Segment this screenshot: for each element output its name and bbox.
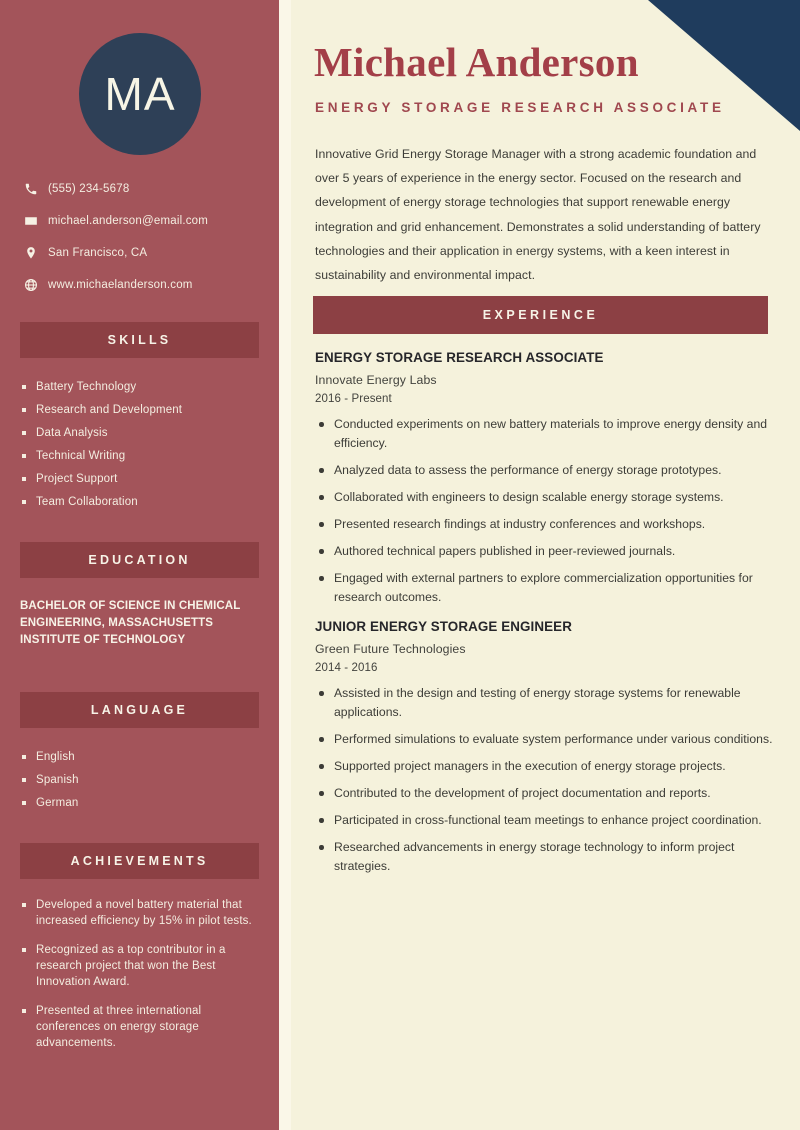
candidate-job-title: ENERGY STORAGE RESEARCH ASSOCIATE — [315, 100, 725, 115]
skill-item: Team Collaboration — [20, 494, 265, 510]
section-header-language — [20, 692, 259, 728]
skill-item: Battery Technology — [20, 379, 265, 395]
section-header-education-label: EDUCATION — [88, 553, 191, 567]
achievement-item: Developed a novel battery material that increased efficiency by 15% in pilot tests. — [20, 897, 265, 929]
experience-bullet: Authored technical papers published in peer-reviewed journals. — [315, 542, 775, 561]
language-item: Spanish — [20, 772, 265, 788]
professional-summary: Innovative Grid Energy Storage Manager with a strong academic foundation and over 5 years of experience in the energy sector. Focused on the research and development of energy storage technologies that support renewable energy integration and grid enhancement. Demonstrates a solid understanding of battery technologies and their application in energy systems, with a keen interest in sustainability and environmental impact. — [315, 147, 761, 283]
experience-company: Innovate Energy Labs — [315, 373, 437, 387]
section-header-language-label: LANGUAGE — [90, 703, 189, 717]
experience-bullet: Contributed to the development of project documentation and reports. — [315, 784, 775, 803]
map-pin-icon — [20, 246, 42, 260]
globe-icon — [20, 278, 42, 292]
experience-company: Green Future Technologies — [315, 642, 466, 656]
experience-bullet: Engaged with external partners to explore commercialization opportunities for research outcomes. — [315, 569, 775, 607]
section-header-experience-label: EXPERIENCE — [482, 308, 599, 322]
experience-entry — [315, 619, 775, 884]
contact-row-phone — [20, 175, 270, 203]
main-column — [291, 0, 800, 1130]
candidate-name: Michael Anderson — [314, 39, 639, 85]
experience-bullet: Participated in cross-functional team meetings to enhance project coordination. — [315, 811, 775, 830]
avatar-initials: MA — [104, 68, 176, 120]
language-item: German — [20, 795, 265, 811]
experience-bullet: Supported project managers in the execution of energy storage projects. — [315, 757, 775, 776]
experience-bullet-list — [315, 684, 775, 876]
section-header-skills — [20, 322, 259, 358]
education-degree: BACHELOR OF SCIENCE IN CHEMICAL ENGINEERING, MASSACHUSETTS INSTITUTE OF TECHNOLOGY — [20, 600, 241, 646]
experience-dates: 2016 - Present — [315, 393, 392, 405]
skill-item: Research and Development — [20, 402, 265, 418]
corner-triangle-decoration — [648, 0, 800, 131]
achievements-list — [20, 897, 265, 1064]
contact-email-value: michael.anderson@email.com — [48, 215, 209, 227]
experience-bullet: Assisted in the design and testing of energy storage systems for renewable applications. — [315, 684, 775, 722]
envelope-icon — [20, 214, 42, 228]
experience-bullet: Performed simulations to evaluate system performance under various conditions. — [315, 730, 775, 749]
phone-icon — [20, 182, 42, 196]
contact-row-email — [20, 207, 270, 235]
language-item: English — [20, 749, 265, 765]
section-header-achievements-label: ACHIEVEMENTS — [70, 854, 209, 868]
skill-item: Project Support — [20, 471, 265, 487]
experience-bullet: Conducted experiments on new battery materials to improve energy density and efficiency. — [315, 415, 775, 453]
experience-bullet: Researched advancements in energy storage technology to inform project strategies. — [315, 838, 775, 876]
contact-phone-value: (555) 234-5678 — [48, 183, 130, 195]
section-header-skills-label: SKILLS — [107, 333, 172, 347]
experience-bullet: Collaborated with engineers to design scalable energy storage systems. — [315, 488, 775, 507]
experience-bullet: Presented research findings at industry conferences and workshops. — [315, 515, 775, 534]
experience-bullet-list — [315, 415, 775, 607]
skill-item: Data Analysis — [20, 425, 265, 441]
experience-dates: 2014 - 2016 — [315, 662, 378, 674]
achievement-item: Recognized as a top contributor in a research project that won the Best Innovation Award. — [20, 942, 265, 990]
contact-website-value: www.michaelanderson.com — [48, 279, 193, 291]
contact-location-value: San Francisco, CA — [48, 247, 148, 259]
section-header-education — [20, 542, 259, 578]
column-gutter — [279, 0, 291, 1130]
achievement-item: Presented at three international conferences on energy storage advancements. — [20, 1003, 265, 1051]
language-list — [20, 749, 265, 818]
avatar — [79, 33, 201, 155]
experience-bullet: Analyzed data to assess the performance of energy storage prototypes. — [315, 461, 775, 480]
skill-item: Technical Writing — [20, 448, 265, 464]
experience-entry — [315, 350, 775, 615]
section-header-achievements — [20, 843, 259, 879]
experience-role: ENERGY STORAGE RESEARCH ASSOCIATE — [315, 350, 604, 365]
section-header-experience — [313, 296, 768, 334]
sidebar — [0, 0, 279, 1130]
skills-list — [20, 379, 265, 517]
contact-row-website — [20, 271, 270, 299]
experience-role: JUNIOR ENERGY STORAGE ENGINEER — [315, 619, 572, 634]
contact-list — [20, 175, 270, 303]
contact-row-location — [20, 239, 270, 267]
